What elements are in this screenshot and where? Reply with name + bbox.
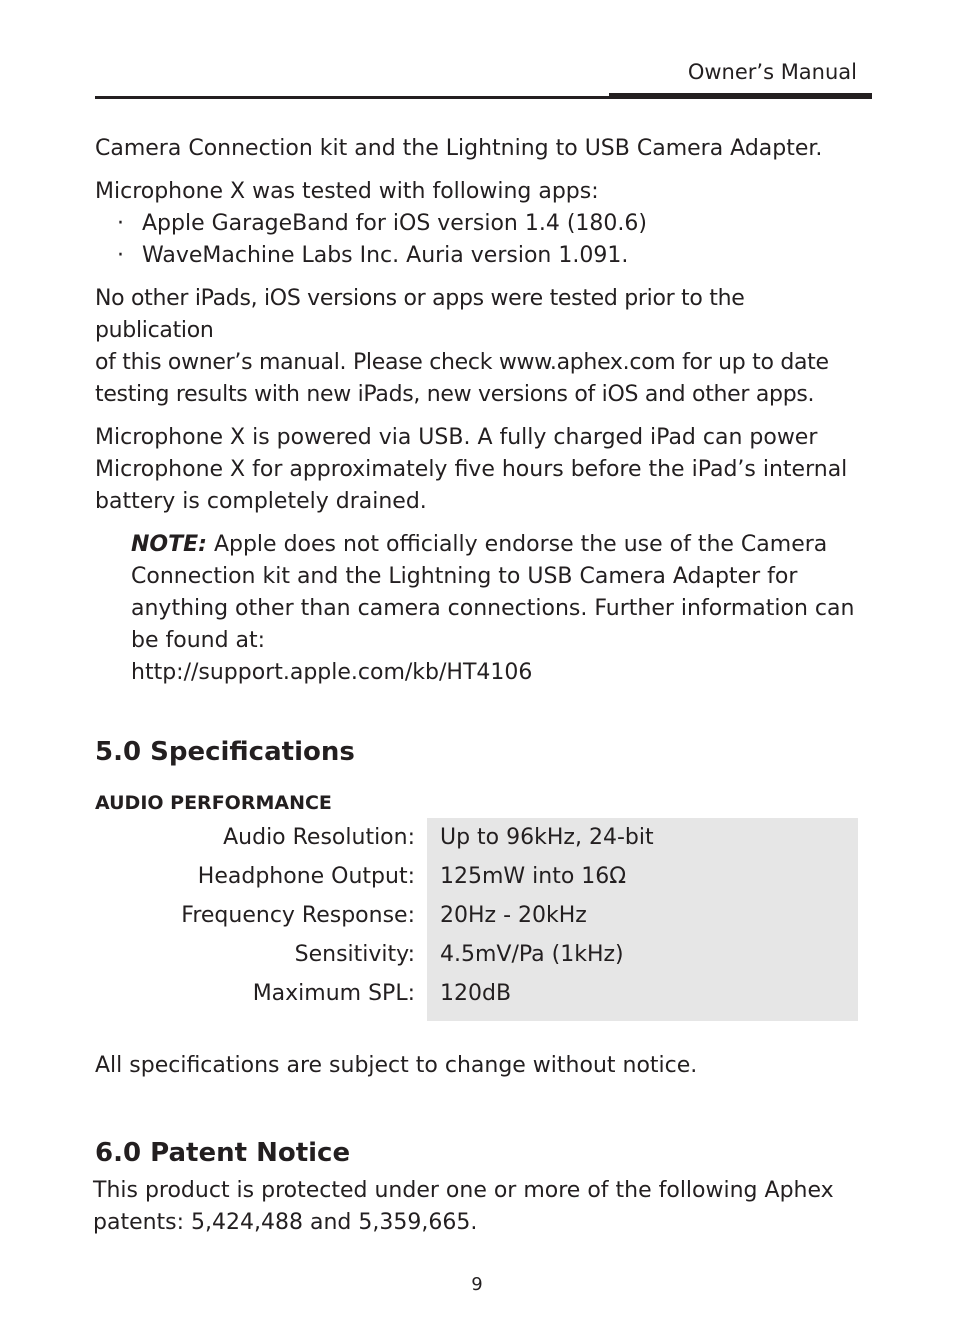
specifications-heading: 5.0 Specifications <box>95 737 355 767</box>
note-label: NOTE: <box>131 532 207 557</box>
support-link[interactable]: http://support.apple.com/kb/HT4106 <box>131 660 533 685</box>
spec-value: 20Hz - 20kHz <box>440 903 587 928</box>
table-row <box>95 857 858 896</box>
page-content <box>95 133 860 1239</box>
patent-paragraph: This product is protected under one or more of the following Aphex patents: 5,424,488 and 5,359,665. <box>93 1178 834 1235</box>
spec-table <box>95 818 858 1013</box>
spec-label: Headphone Output: <box>197 864 415 889</box>
note-paragraph: NOTE: Apple does not officially endorse the use of the Camera Connection kit and the Lightning to USB Camera Adapter for anything other than camera connections. Further information can be found at: http://support.apple.com/kb/HT4106 <box>131 532 855 685</box>
spec-value: Up to 96kHz, 24-bit <box>440 825 654 850</box>
table-row <box>95 896 858 935</box>
apps-lead: Microphone X was tested with following apps: <box>95 179 599 204</box>
bullet-icon: · <box>117 243 124 268</box>
table-row <box>95 818 858 857</box>
spec-value: 4.5mV/Pa (1kHz) <box>440 942 624 967</box>
spec-label: Sensitivity: <box>294 942 415 967</box>
running-header-title: Owner’s Manual <box>687 60 857 84</box>
list-item: · WaveMachine Labs Inc. Auria version 1.091. <box>95 240 860 272</box>
table-row <box>95 974 858 1013</box>
power-paragraph: Microphone X is powered via USB. A fully charged iPad can power Microphone X for approximately five hours before the iPad’s internal battery is completely drained. <box>95 425 848 514</box>
table-row <box>95 935 858 974</box>
tested-apps-list <box>95 208 860 272</box>
bullet-icon: · <box>117 211 124 236</box>
patent-heading: 6.0 Patent Notice <box>95 1138 351 1168</box>
spec-label: Frequency Response: <box>181 903 415 928</box>
spec-value: 120dB <box>440 981 512 1006</box>
testing-paragraph: No other iPads, iOS versions or apps were tested prior to the publication of this owner’s manual. Please check www.aphex.com for up to date testing results with new iPads, new versions of iOS and other apps. <box>95 286 829 407</box>
list-item: · Apple GarageBand for iOS version 1.4 (180.6) <box>95 208 860 240</box>
spec-disclaimer: All specifications are subject to change without notice. <box>95 1053 698 1078</box>
page-number: 9 <box>471 1274 483 1295</box>
spec-label: Audio Resolution: <box>223 825 415 850</box>
spec-value: 125mW into 16Ω <box>440 864 627 889</box>
spec-label: Maximum SPL: <box>252 981 415 1006</box>
header-rule-accent <box>609 93 872 99</box>
intro-continuation: Camera Connection kit and the Lightning to USB Camera Adapter. <box>95 136 823 161</box>
audio-performance-heading: AUDIO PERFORMANCE <box>95 792 332 814</box>
